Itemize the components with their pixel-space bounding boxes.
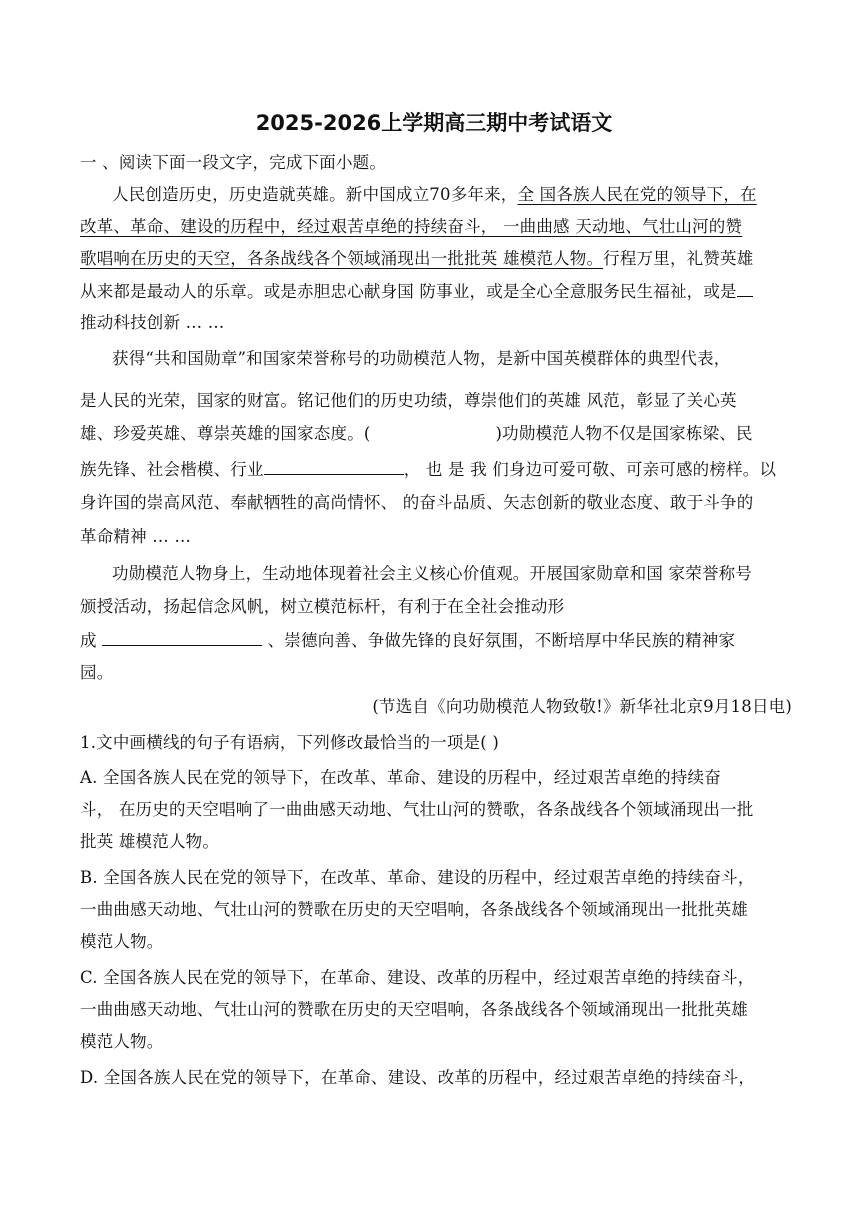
option-c-line3: 模范人物。	[80, 1032, 164, 1051]
para1-line1	[112, 182, 792, 208]
para3-line4: 园。	[80, 663, 114, 682]
para2-text: 雄、珍爱英雄、尊崇英雄的国家态度。(	[80, 424, 371, 443]
para1-text: 行程万里，礼赞英雄	[603, 249, 754, 268]
para1-text: 从来都是最动人的乐章。或是赤胆忠心献身国 防事业，或是全心全意服务民生福祉，或是	[80, 282, 737, 301]
para2-line5: 身许国的崇高风范、奉献牺牲的高尚情怀、 的奋斗品质、矢志创新的敬业态度、敢于斗争的	[80, 493, 754, 512]
para2-line4	[80, 456, 792, 483]
para3-text: 、崇德向善、争做先锋的良好氛围，不断培厚中华民族的精神家	[262, 631, 736, 650]
option-a-line1: A. 全国各族人民在党的领导下，在改革、革命、建设的历程中，经过艰苦卓绝的持续奋	[80, 768, 721, 787]
option-b-line2: 一曲曲感天动地、气壮山河的赞歌在历史的天空唱响，各条战线各个领域涌现出一批批英雄	[80, 900, 748, 919]
fill-blank	[737, 278, 753, 297]
section-heading: 一 、阅读下面一段文字，完成下面小题。	[80, 153, 387, 172]
para2-line3	[80, 421, 792, 447]
underlined-sentence: 全 国各族人民在党的领导下，在	[517, 185, 757, 204]
para1-line5: 推动科技创新 … …	[80, 313, 225, 332]
para2-line6: 革命精神 … …	[80, 527, 192, 546]
option-b-line3: 模范人物。	[80, 932, 164, 951]
para3-text: 成	[80, 631, 103, 650]
para2-text: ， 也 是 我 们身边可爱可敬、可亲可感的榜样。以	[403, 460, 777, 479]
para3-line3	[80, 627, 792, 654]
option-d-line1: D. 全国各族人民在党的领导下，在革命、建设、改革的历程中，经过艰苦卓绝的持续奋斗，	[80, 1068, 756, 1087]
para1-line2	[80, 214, 792, 240]
para1-line3	[80, 246, 792, 272]
fill-blank	[102, 627, 262, 646]
underlined-sentence: 歌唱响在历史的天空，各条战线各个领域涌现出一批批英 雄模范人物。	[80, 249, 604, 268]
para1-line4	[80, 278, 792, 305]
option-c-line1: C. 全国各族人民在党的领导下，在革命、建设、改革的历程中，经过艰苦卓绝的持续奋斗，	[80, 968, 755, 987]
para2-line2: 是人民的光荣，国家的财富。铭记他们的历史功绩，尊崇他们的英雄 风范，彰显了关心英	[80, 391, 737, 410]
underlined-sentence: 改革、革命、建设的历程中，经过艰苦卓绝的持续奋斗， 一曲曲感 天动地、气壮山河的赞	[80, 217, 743, 236]
option-c-line2: 一曲曲感天动地、气壮山河的赞歌在历史的天空唱响，各条战线各个领域涌现出一批批英雄	[80, 1000, 748, 1019]
para3-line2: 颁授活动，扬起信念风帆，树立模范标杆，有利于在全社会推动形	[80, 597, 565, 616]
page-title: 2025-2026上学期高三期中考试语文	[255, 111, 613, 135]
option-b-line1: B. 全国各族人民在党的领导下，在改革、革命、建设的历程中，经过艰苦卓绝的持续奋斗，	[80, 868, 755, 887]
source-citation: (节选自《向功勋模范人物致敬!》新华社北京9月18日电)	[372, 697, 792, 716]
para2-line1: 获得“共和国勋章”和国家荣誉称号的功勋模范人物，是新中国英模群体的典型代表，	[112, 349, 731, 368]
question1-stem: 1.文中画横线的句子有语病，下列修改最恰当的一项是( )	[80, 733, 499, 752]
option-a-line2: 斗， 在历史的天空唱响了一曲曲感天动地、气壮山河的赞歌，各条战线各个领域涌现出一批	[80, 800, 754, 819]
para1-text: 人民创造历史，历史造就英雄。新中国成立70多年来，	[112, 185, 518, 204]
para2-text: 族先锋、社会楷模、行业	[80, 460, 264, 479]
para2-text: )功勋模范人物不仅是国家栋梁、民	[495, 424, 753, 443]
para3-line1: 功勋模范人物身上，生动地体现着社会主义核心价值观。开展国家勋章和国 家荣誉称号	[112, 564, 753, 583]
option-a-line3: 批英 雄模范人物。	[80, 832, 220, 851]
fill-blank	[264, 456, 404, 475]
